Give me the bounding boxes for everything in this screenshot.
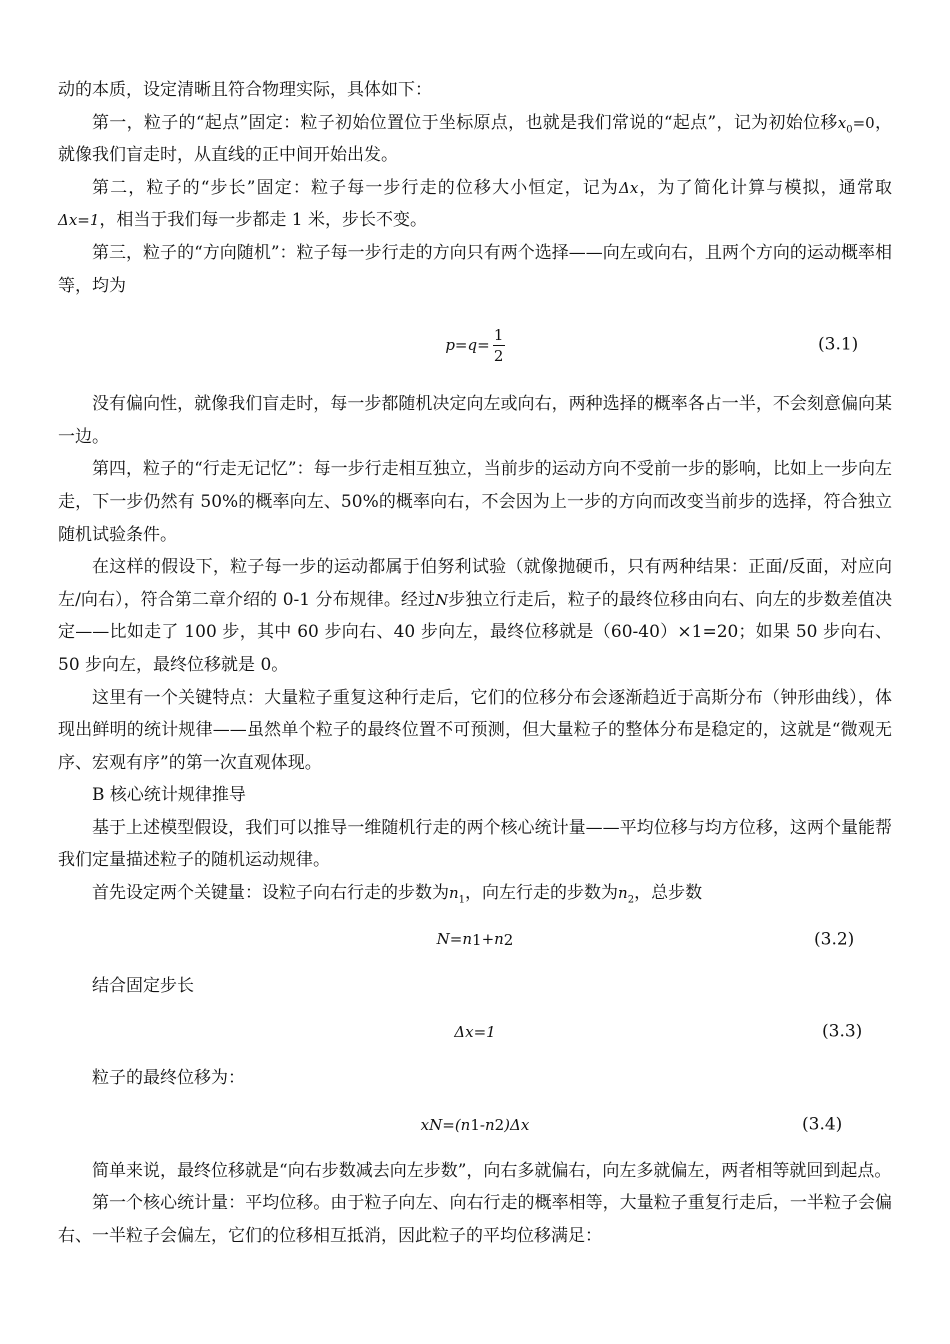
paragraph-step-length xyxy=(58,172,892,237)
text: ，向左行走的步数为 xyxy=(465,883,619,904)
equation-3-2 xyxy=(58,910,892,970)
text: 第二，粒子的“步长”固定：粒子每一步行走的位移大小恒定，记为 xyxy=(92,177,620,198)
paragraph-intro-tail xyxy=(58,74,892,107)
heading-text: B 核心统计规律推导 xyxy=(92,785,246,806)
text: 动的本质，设定清晰且符合物理实际，具体如下： xyxy=(58,80,432,100)
equation-part: =(n xyxy=(442,1115,471,1134)
section-heading-b xyxy=(58,779,892,812)
text: 第一，粒子的“起点”固定：粒子初始位置位于坐标原点，也就是我们常说的“起点”，记为初始位移 xyxy=(92,112,838,133)
paragraph-random-direction xyxy=(58,237,892,302)
math-n: n xyxy=(449,884,459,903)
text: 基于上述模型假设，我们可以推导一维随机行走的两个核心统计量——平均位移与均方位移，这两个量能帮我们定量描述粒子的随机运动规律。 xyxy=(58,817,892,871)
equation-body: N=n 1 +n 2 xyxy=(58,910,892,970)
equation-number: (3.4) xyxy=(802,1114,843,1135)
paragraph-fixed-step xyxy=(58,970,892,1003)
text: 第四，粒子的“行走无记忆”：每一步行走相互独立，当前步的运动方向不受前一步的影响，比如上一步向左走，下一步仍然有 50%的概率向左、50%的概率向右，不会因为上一步的方向而改变当前步的选择，符合独立随机试验条件。 xyxy=(58,459,892,545)
paragraph-start-point xyxy=(58,107,892,172)
paragraph-mean-displacement xyxy=(58,1187,892,1252)
text: 没有偏向性，就像我们盲走时，每一步都随机决定向左或向右，两种选择的概率各占一半，不会刻意偏向某一边。 xyxy=(58,394,892,447)
equation-body xyxy=(58,302,892,388)
text: 粒子的最终位移为： xyxy=(92,1068,245,1089)
equation-number: (3.1) xyxy=(818,334,859,355)
math-subscript: 2 xyxy=(627,894,635,906)
math-x: x xyxy=(837,113,847,132)
text: 步独立行走后，粒子的最终位移由向右、向左的步数差值决定——比如走了 100 步，其中 60 步向右、40 步向左，最终位移就是（60-40）×1=20；如果 50 步向右、50 步向左，最终位移就是 0。 xyxy=(58,589,892,675)
equation-3-3 xyxy=(58,1002,892,1062)
equation-body xyxy=(58,1002,892,1062)
text: 结合固定步长 xyxy=(92,975,194,996)
equation-part: x xyxy=(420,1115,430,1134)
paragraph-key-feature xyxy=(58,682,892,780)
paragraph-key-quantities xyxy=(58,877,892,910)
text: ，总步数 xyxy=(634,883,703,904)
paragraph-bernoulli xyxy=(58,551,892,681)
equation-number: (3.3) xyxy=(822,1021,863,1042)
equation-part: Δx=1 xyxy=(454,1022,496,1041)
paragraph-no-memory xyxy=(58,453,892,551)
fraction xyxy=(493,325,505,366)
fraction-denominator: 2 xyxy=(493,346,504,365)
math-eq: =0 xyxy=(852,113,875,132)
text: ，就像我们盲走时，从直线的正中间开始出发。 xyxy=(58,112,892,166)
text: ，相当于我们每一步都走 1 米，步长不变。 xyxy=(99,210,428,231)
math-delta-x-eq: Δx=1 xyxy=(58,211,100,230)
text: 第一个核心统计量：平均位移。由于粒子向左、向右行走的概率相等，大量粒子重复行走后，一半粒子会偏右、一半粒子会偏左，它们的位移相互抵消，因此粒子的平均位移满足： xyxy=(58,1193,892,1247)
paragraph-final-displacement xyxy=(58,1062,892,1095)
equation-part: -n xyxy=(479,1115,495,1134)
equation-part: )Δx xyxy=(504,1115,530,1134)
paragraph-simple-explanation xyxy=(58,1155,892,1188)
equation-part: N=n xyxy=(436,930,473,949)
math-n: n xyxy=(618,884,628,903)
equation-3-4 xyxy=(58,1095,892,1155)
text: 第三，粒子的“方向随机”：粒子每一步行走的方向只有两个选择——向左或向右，且两个方向的运动概率相等，均为 xyxy=(58,242,892,296)
math-N: N xyxy=(435,590,449,609)
equation-3-1 xyxy=(58,302,892,388)
math-subscript: 0 xyxy=(846,123,853,135)
paragraph-derivation-intro xyxy=(58,812,892,877)
equation-lhs: p=q= xyxy=(445,335,490,354)
text: 首先设定两个关键量：设粒子向右行走的步数为 xyxy=(92,883,449,904)
equation-body: x N =(n 1 -n 2 )Δx xyxy=(58,1095,892,1155)
equation-part: +n xyxy=(481,930,504,949)
text: ，为了简化计算与模拟，通常取 xyxy=(638,177,893,198)
equation-number: (3.2) xyxy=(814,929,855,950)
text: 在这样的假设下，粒子每一步的运动都属于伯努利试验（就像抛硬币，只有两种结果：正面/反面，对应向左/向右），符合第二章介绍的 0-1 分布规律。经过 xyxy=(58,557,892,610)
fraction-numerator: 1 xyxy=(493,325,504,344)
paragraph-no-bias xyxy=(58,388,892,453)
math-delta-x: Δx xyxy=(619,178,639,197)
math-subscript: 1 xyxy=(458,894,466,906)
text: 这里有一个关键特点：大量粒子重复这种行走后，它们的位移分布会逐渐趋近于高斯分布（钟形曲线），体现出鲜明的统计规律——虽然单个粒子的最终位置不可预测，但大量粒子的整体分布是稳定的，这就是“微观无序、宏观有序”的第一次直观体现。 xyxy=(58,687,892,773)
text: 简单来说，最终位移就是“向右步数减去向左步数”，向右多就偏右，向左多就偏左，两者相等就回到起点。 xyxy=(92,1160,892,1181)
